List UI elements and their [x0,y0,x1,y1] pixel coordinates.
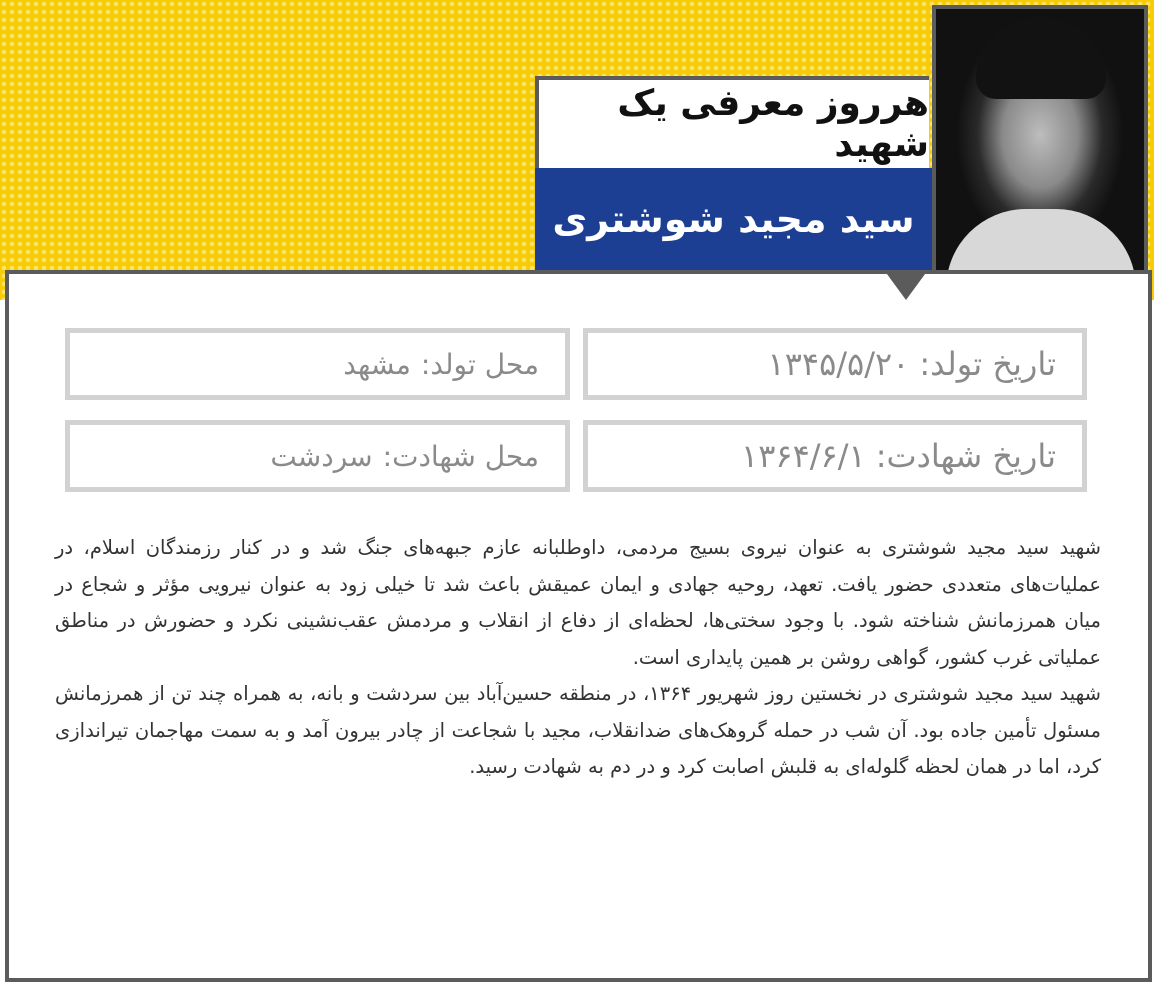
martyr-name: سید مجید شوشتری [552,197,915,241]
martyr-name-banner [535,168,932,270]
martyrdom-place-label: محل شهادت: [382,439,539,473]
martyrdom-place-box [65,420,570,492]
portrait-shoulders-shape [946,209,1136,275]
biography-text [55,530,1101,786]
portrait-hair-shape [976,19,1106,99]
birth-date-value: ۱۳۴۵/۵/۲۰ [767,345,910,383]
birth-date-box [583,328,1087,400]
biography-paragraph: شهید سید مجید شوشتری به عنوان نیروی بسیج مردمی، داوطلبانه عازم جبهه‌های جنگ شد و در کنار رزمندگان اسلام، در عملیات‌های متعددی حضور یافت. تعهد، روحیه جهادی و ایمان عمیقش باعث شد تا خیلی زود به عنوان نیرویی مؤثر و شجاع در میان همرزمانش شناخته شود. با وجود سختی‌ها، لحظه‌ای از دفاع از انقلاب و مردمش عقب‌نشینی نکرد و حضورش در مناطق عملیاتی غرب کشور، گواهی روشن بر همین پایداری است. [55,536,1101,669]
martyrdom-date-label: تاریخ شهادت: [875,437,1056,475]
martyr-portrait-photo [932,5,1148,275]
martyrdom-date-value: ۱۳۶۴/۶/۱ [741,437,866,475]
birth-place-label: محل تولد: [420,347,539,381]
birth-place-value: مشهد [343,347,411,381]
martyrdom-place-value: سردشت [270,439,373,473]
birth-place-box [65,328,570,400]
series-title: هرروز معرفی یک شهید [617,83,929,165]
series-title-banner [535,76,929,172]
birth-date-label: تاریخ تولد: [919,345,1056,383]
pointer-triangle-icon [884,270,928,300]
biography-paragraph: شهید سید مجید شوشتری در نخستین روز شهریور ۱۳۶۴، در منطقه حسین‌آباد بین سردشت و بانه، به همراه چند تن از همرزمانش مسئول تأمین جاده بود. آن شب در حمله گروهک‌های ضدانقلاب، مجید با شجاعت از چادر بیرون آمد و به سمت مهاجمان تیراندازی کرد، اما در همان لحظه گلوله‌ای به قلبش اصابت کرد و در دم به شهادت رسید. [55,682,1102,778]
martyrdom-date-box [583,420,1087,492]
